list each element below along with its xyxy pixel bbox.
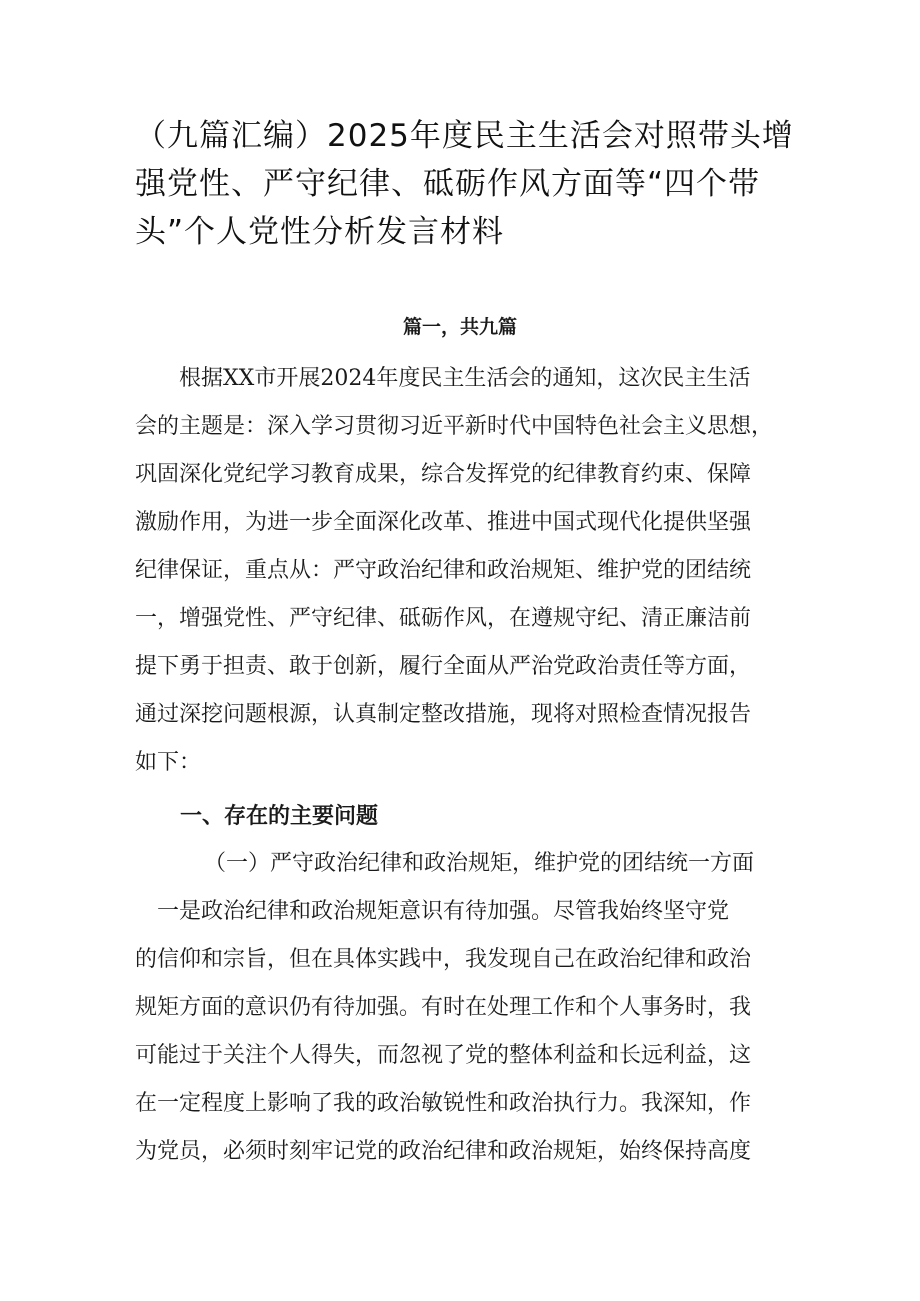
text-line: 可能过于关注个人得失，而忽视了党的整体利益和长远利益，这 — [135, 1043, 752, 1068]
document-title — [135, 112, 795, 256]
point-paragraph — [135, 888, 795, 1176]
text-line: 纪律保证，重点从：严守政治纪律和政治规矩、维护党的团结统 — [135, 558, 752, 583]
text-line: 激励作用，为进一步全面深化改革、推进中国式现代化提供坚强 — [135, 510, 752, 535]
text-line: 一是政治纪律和政治规矩意识有待加强。尽管我始终坚守党 — [135, 899, 730, 924]
subsection-heading: （一）严守政治纪律和政治规矩，维护党的团结统一方面 — [204, 851, 755, 876]
text-line: 提下勇于担责、敢于创新，履行全面从严治党政治责任等方面， — [135, 654, 752, 679]
title-line: 头”个人党性分析发言材料 — [135, 214, 505, 250]
section-heading: 篇一，共九篇 — [402, 316, 517, 338]
text-line: 在一定程度上影响了我的政治敏锐性和政治执行力。我深知，作 — [135, 1091, 752, 1116]
text-line: 为党员，必须时刻牢记党的政治纪律和政治规矩，始终保持高度 — [135, 1139, 752, 1164]
text-line: 会的主题是：深入学习贯彻习近平新时代中国特色社会主义思想， — [135, 414, 774, 439]
subheading-main-problems: 一、存在的主要问题 — [180, 803, 379, 829]
title-line: （九篇汇编）2025年度民主生活会对照带头增 — [135, 118, 794, 154]
text-line: 一，增强党性、严守纪律、砥砺作风，在遵规守纪、清正廉洁前 — [135, 606, 752, 631]
title-line: 强党性、严守纪律、砥砺作风方面等“四个带 — [135, 166, 761, 202]
text-line: 的信仰和宗旨，但在具体实践中，我发现自己在政治纪律和政治 — [135, 947, 752, 972]
text-line: 通过深挖问题根源，认真制定整改措施，现将对照检查情况报告 — [135, 702, 752, 727]
text-line: 巩固深化党纪学习教育成果，综合发挥党的纪律教育约束、保障 — [135, 462, 752, 487]
text-line: 规矩方面的意识仍有待加强。有时在处理工作和个人事务时，我 — [135, 995, 752, 1020]
text-line: 如下： — [135, 750, 202, 775]
intro-paragraph — [135, 355, 795, 787]
text-line: 根据XX市开展2024年度民主生活会的通知，这次民主生活 — [135, 366, 751, 391]
